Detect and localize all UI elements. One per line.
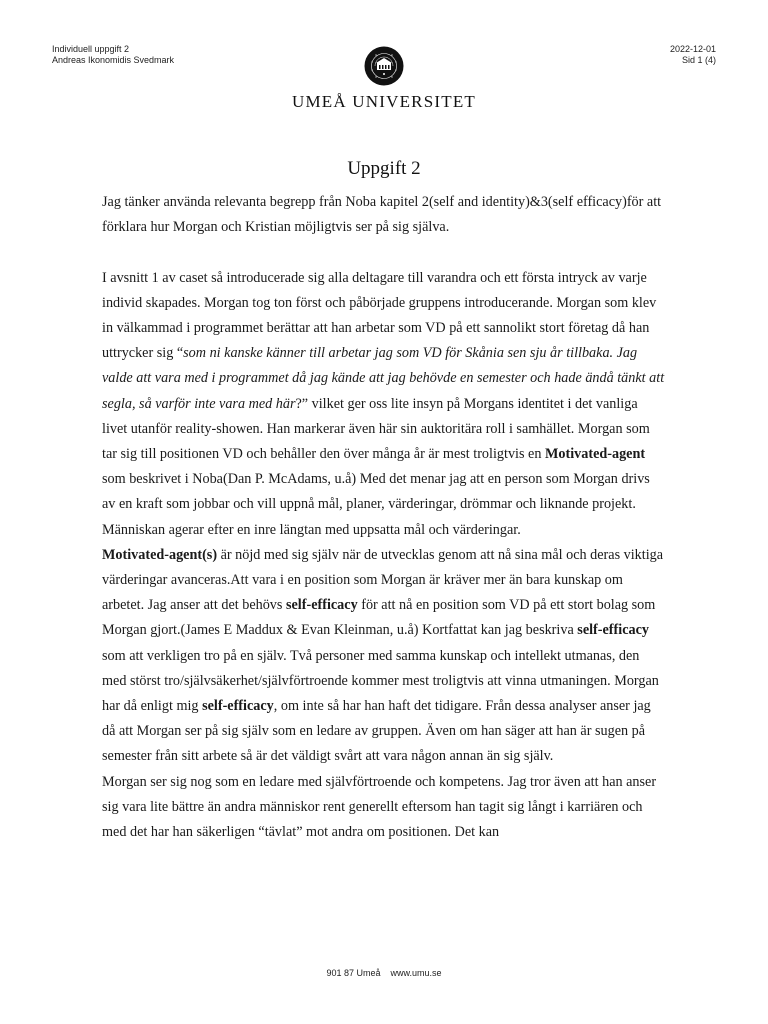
term-self-efficacy: self-efficacy [577,622,649,639]
term-motivated-agent: Motivated-agent [545,446,646,463]
footer-address: 901 87 Umeå [326,968,381,978]
quote-text: som ni kanske känner till arbetar jag som VD för Skånia sen sju år tillbaka. Jag valde att vara med i programmet då jag kände att jag behövde en semester och hade ändå tänkt att segla, så varför inte vara med här [102,345,665,412]
text-run: som beskrivet i Noba(Dan P. McAdams, u.å) Med det menar jag att en person som Morgan drivs av en kraft som jobbar och vill uppnå mål, planer, värderingar, drömmar och liknande projekt. Människan agerar efter en inre längtan med uppsatta mål och värderingar. [102,471,650,538]
term-self-efficacy: self-efficacy [285,597,358,614]
paragraph-intro: Jag tänker använda relevanta begrepp från Noba kapitel 2(self and identity)&3(self efficacy)för att förklara hur Morgan och Kristian möjligtvis ser på sig själva. [102,194,662,236]
term-self-efficacy: self-efficacy [202,698,274,715]
doc-date: 2022-12-01 [669,44,716,54]
university-seal-icon [364,46,404,86]
footer-website: www.umu.se [390,968,442,978]
university-name: UMEÅ UNIVERSITET [292,92,476,111]
page-number: Sid 1 (4) [681,55,716,65]
text-run: I avsnitt 1 av caset så introducerade sig alla deltagare till varandra och ett första intryck av varje individ skapades. Morgan tog ton först och påbörjade gruppens introducerande. Morgan som klev in välkammad i programmet berättar att han arbetar som VD på ett sannolikt stort företag då han uttrycker sig “ [102,269,657,362]
paragraph-leader: Morgan ser sig nog som en ledare med självförtroende och kompetens. Jag tror även att han anser sig vara lite bättre än andra människor rent generellt eftersom han tagit sig långt i karriären och med det har han säkerligen “tävlat” mot andra om positionen. Det kan [102,773,657,841]
doc-title: Individuell uppgift 2 [52,44,130,54]
text-run: , om inte så har han haft det tidigare. Från dessa analyser anser jag då att Morgan ser på sig själv som en ledare av gruppen. Även om han säger att han är sugen på semester från sitt arbete så är det väldigt svårt att vara någon annan än sig själv. [102,698,651,765]
text-run: för att nå en position som VD på ett stort bolag som Morgan gjort.(James E Maddux & Evan Kleinman, u.å) Kortfattat kan jag beskriva [102,597,656,639]
paragraph-self-efficacy [102,543,666,770]
text-run: som att verkligen tro på en själv. Två personer med samma kunskap och intellekt utmanas, den med störst tro/självsäkerhet/självförtroende kommer mest troligtvis att vinna utmaningen. Morgan har då enligt mig [102,647,659,715]
term-motivated-agents: Motivated-agent(s) [102,546,218,563]
university-logo [0,46,768,112]
document-body [102,190,666,845]
page-title: Uppgift 2 [347,158,421,179]
text-run: är nöjd med sig själv när de utvecklas genom att nå sina mål och deras viktiga värderingar avanceras.Att vara i en position som Morgan är kräver mer än bara kunskap om arbetet. Jag anser att det behövs [102,546,664,614]
author-name: Andreas Ikonomidis Svedmark [52,55,175,65]
text-run: ?” vilket ger oss lite insyn på Morgans identitet i det vanliga livet utanför reality-showen. Han markerar även här sin auktoritära roll i samhället. Morgan som tar sig till positionen VD och behåller den över många år är mest troligtvis en [102,395,650,463]
paragraph-episode [102,266,666,543]
page-footer [0,968,768,978]
